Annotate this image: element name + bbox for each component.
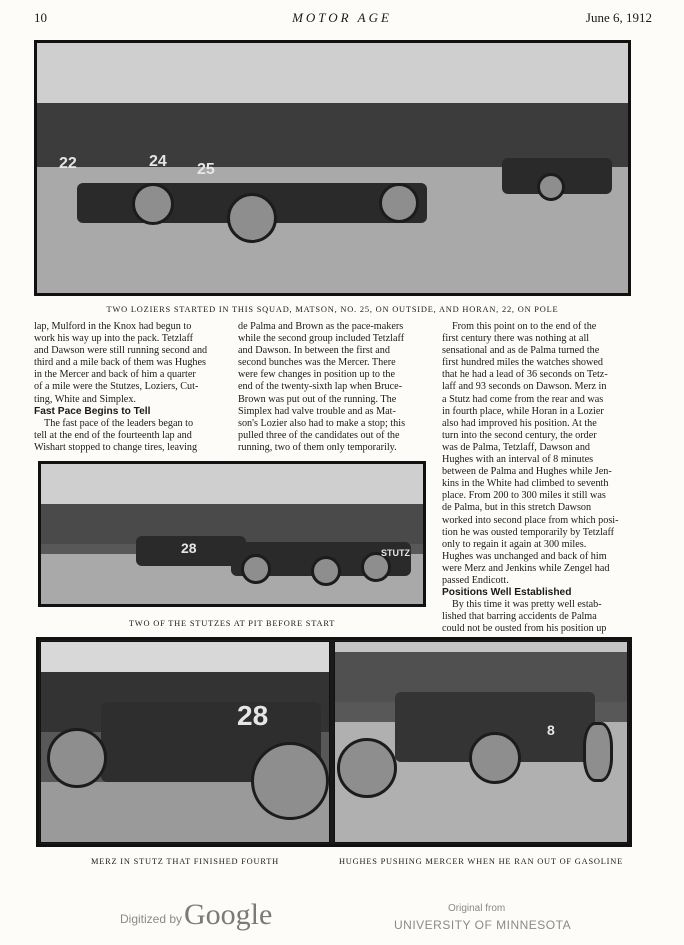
text-line: in the Mercer and back of him a quarter bbox=[34, 369, 196, 381]
car-lettering: STUTZ bbox=[381, 548, 410, 558]
text-line: of a mile were the Stutzes, Loziers, Cut- bbox=[34, 381, 199, 393]
publication-title: MOTOR AGE bbox=[292, 10, 392, 25]
original-from-text: Original from bbox=[448, 903, 506, 914]
page-number: 10 bbox=[34, 10, 47, 25]
text-line: in fourth place, while Horan in a Lozier bbox=[442, 405, 604, 417]
text-line: From this point on to the end of the bbox=[452, 321, 597, 332]
photo-stutzes-at-pit bbox=[38, 461, 426, 607]
text-line: end of the twenty-sixth lap when Bruce- bbox=[238, 381, 403, 393]
text-line: running, two of them only temporarily. bbox=[238, 441, 397, 453]
text-line: pulled three of the candidates out of the bbox=[238, 429, 400, 441]
text-line: kins in the White had climbed to seventh bbox=[442, 478, 609, 490]
text-line: laff and 93 seconds on Dawson. Merz in bbox=[442, 381, 607, 393]
caption-bottom-left-photo: MERZ IN STUTZ THAT FINISHED FOURTH bbox=[90, 857, 280, 866]
text-line: was de Palma, Tetzlaff, Dawson and bbox=[442, 441, 591, 453]
text-line: between de Palma and Hughes while Jen- bbox=[442, 466, 612, 478]
text-line: work his way up into the pack. Tetzlaff bbox=[34, 333, 194, 345]
text-line: ting, White and Simplex. bbox=[34, 393, 136, 405]
text-line: were few changes in position up to the bbox=[238, 369, 396, 381]
text-line: Wishart stopped to change tires, leaving bbox=[34, 441, 198, 453]
car-number: 28 bbox=[237, 700, 269, 731]
text-line: tell at the end of the fourteenth lap and bbox=[34, 429, 192, 441]
text-line: were Merz and Jenkins while Zengel had bbox=[442, 562, 610, 574]
text-line: Simplex had valve trouble and as Mat- bbox=[238, 405, 396, 417]
text-line: By this time it was pretty well estab- bbox=[452, 599, 602, 611]
text-line: The fast pace of the leaders began to bbox=[44, 417, 194, 429]
digitized-by-text: Digitized by bbox=[120, 912, 183, 926]
article-column-3 bbox=[442, 321, 634, 635]
university-name: UNIVERSITY OF MINNESOTA bbox=[394, 918, 572, 932]
car-number: 24 bbox=[149, 153, 167, 170]
text-line: third and a mile back of them was Hughes bbox=[34, 357, 207, 369]
text-line: place. From 200 to 300 miles it still was bbox=[442, 490, 606, 502]
text-line: sensational and as de Palma turned the bbox=[442, 345, 600, 357]
text-line: worked into second place from which posi- bbox=[442, 514, 619, 526]
text-line: passed Endicott. bbox=[442, 574, 509, 586]
car-number: 22 bbox=[59, 155, 77, 172]
text-line: lished that barring accidents de Palma bbox=[442, 611, 597, 623]
section-heading: Positions Well Established bbox=[442, 587, 572, 599]
text-line: de Palma, but in this stretch Dawson bbox=[442, 502, 592, 514]
text-line: first century there was nothing at all bbox=[442, 333, 590, 345]
caption-middle-photo: TWO OF THE STUTZES AT PIT BEFORE START bbox=[128, 619, 336, 628]
photo-hughes-pushing-mercer bbox=[334, 641, 628, 843]
issue-date: June 6, 1912 bbox=[585, 10, 652, 25]
text-line: and Dawson were still running second and bbox=[34, 345, 208, 357]
text-line: also had improved his position. At the bbox=[442, 417, 597, 429]
text-line: second bunches was the Mercer. There bbox=[238, 357, 396, 369]
caption-bottom-right-photo: HUGHES PUSHING MERCER WHEN HE RAN OUT OF GASOLINE bbox=[338, 857, 624, 866]
text-line: Hughes with an interval of 8 minutes bbox=[442, 454, 594, 466]
article-column-1 bbox=[34, 321, 226, 454]
text-line: de Palma and Brown as the pace-makers bbox=[238, 321, 404, 332]
text-line: and Dawson. In between the first and bbox=[238, 345, 390, 357]
text-line: son's Lozier also had to make a stop; this bbox=[238, 417, 406, 429]
google-logo: Google bbox=[184, 898, 273, 931]
text-line: only to regain it again at 300 miles. bbox=[442, 538, 587, 550]
text-line: tion he was ousted temporarily by Tetzlaff bbox=[442, 526, 615, 538]
section-heading: Fast Pace Begins to Tell bbox=[34, 405, 151, 417]
text-line: a Stutz had come from the rear and was bbox=[442, 393, 604, 405]
text-line: lap, Mulford in the Knox had begun to bbox=[34, 321, 192, 332]
text-line: Brown was put out of the running. The bbox=[238, 393, 397, 405]
text-line: Hughes was unchanged and back of him bbox=[442, 550, 607, 562]
text-line: could not be ousted from his position up bbox=[442, 623, 607, 635]
photo-loziers-start bbox=[34, 40, 631, 296]
caption-top-photo: TWO LOZIERS STARTED IN THIS SQUAD, MATSON, NO. 25, ON OUTSIDE, AND HORAN, 22, ON POLE bbox=[106, 305, 559, 314]
text-line: that he had a lead of 36 seconds on Tetz- bbox=[442, 369, 608, 381]
text-line: while the second group included Tetzlaff bbox=[238, 333, 405, 345]
text-line: first hundred miles the watches showed bbox=[442, 357, 603, 369]
car-number: 8 bbox=[547, 722, 555, 738]
car-number: 25 bbox=[197, 161, 215, 178]
article-column-2 bbox=[238, 321, 430, 454]
car-number: 28 bbox=[181, 540, 197, 556]
text-line: turn into the second century, the order bbox=[442, 429, 597, 441]
photo-merz-in-stutz bbox=[40, 641, 330, 843]
